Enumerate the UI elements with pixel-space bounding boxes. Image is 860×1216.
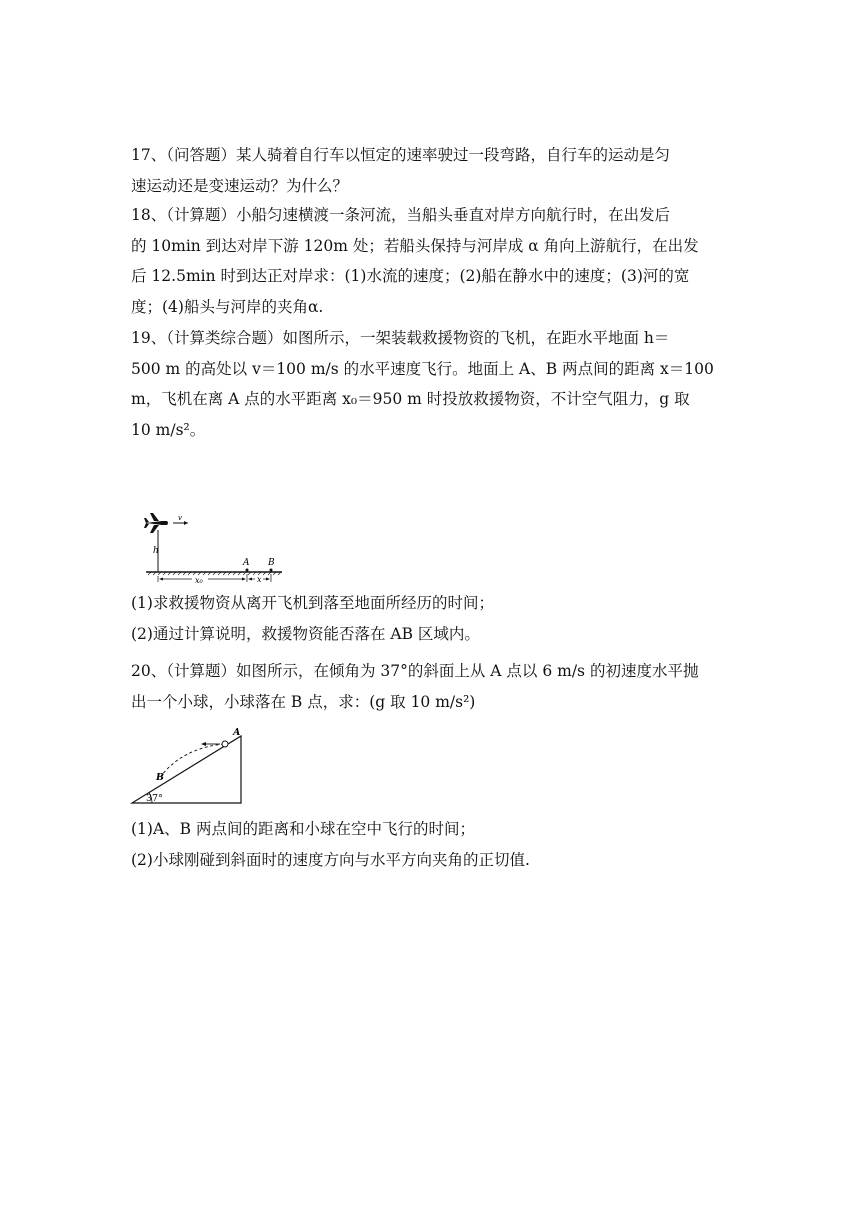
q19-subquestions bbox=[131, 588, 731, 649]
q20-line-1: 20、（计算题）如图所示，在倾角为 37°的斜面上从 A 点以 6 m/s 的初速度水平抛 bbox=[131, 662, 699, 680]
q20-sub-1: (1)A、B 两点间的距离和小球在空中飞行的时间； bbox=[131, 820, 475, 838]
q19-sub-2: (2)通过计算说明，救援物资能否落在 AB 区域内。 bbox=[131, 624, 480, 643]
q20-figure-svg bbox=[128, 724, 248, 806]
q18-line-4: 度；(4)船头与河岸的夹角α. bbox=[131, 297, 324, 316]
ball bbox=[222, 741, 228, 747]
label-b: B bbox=[156, 772, 165, 783]
point-a bbox=[246, 569, 249, 572]
question-17 bbox=[131, 140, 731, 201]
question-19 bbox=[131, 323, 731, 445]
label-h: h bbox=[153, 546, 159, 556]
label-a: A bbox=[233, 727, 241, 738]
label-a: A bbox=[243, 558, 250, 568]
q18-line-3: 后 12.5min 时到达正对岸求：(1)水流的速度；(2)船在静水中的速度；(3)河的宽 bbox=[131, 267, 690, 285]
q19-sub-1: (1)求救援物资从离开飞机到落至地面所经历的时间； bbox=[131, 594, 494, 612]
label-x: x bbox=[257, 575, 262, 584]
label-angle: 37° bbox=[146, 793, 163, 804]
initial-velocity-arrowhead bbox=[201, 742, 206, 746]
trajectory-dashed bbox=[161, 744, 224, 776]
q19-line-3: m，飞机在离 A 点的水平距离 x₀＝950 m 时投放救援物资，不计空气阻力，g 取 bbox=[131, 390, 690, 408]
question-18 bbox=[131, 200, 731, 322]
q19-line-4: 10 m/s²。 bbox=[131, 420, 206, 439]
label-v: v bbox=[178, 514, 182, 522]
question-20 bbox=[131, 656, 731, 717]
airplane-icon bbox=[144, 513, 168, 533]
q19-line-1: 19、（计算类综合题）如图所示，一架装载救援物资的飞机，在距水平地面 h＝ bbox=[131, 329, 670, 347]
q19-figure-svg bbox=[140, 508, 290, 588]
q19-line-2: 500 m 的高处以 v＝100 m/s 的水平速度飞行。地面上 A、B 两点间的距离 x＝100 bbox=[131, 359, 714, 378]
q17-line-1: 17、（问答题）某人骑着自行车以恒定的速率驶过一段弯路，自行车的运动是匀 bbox=[131, 146, 670, 164]
q20-line-2: 出一个小球，小球落在 B 点，求：(g 取 10 m/s²) bbox=[131, 692, 476, 711]
q17-line-2: 速运动还是变速运动？为什么？ bbox=[131, 176, 349, 195]
q19-figure bbox=[140, 508, 290, 588]
q18-line-1: 18、（计算题）小船匀速横渡一条河流，当船头垂直对岸方向航行时，在出发后 bbox=[131, 206, 670, 224]
label-x0: x₀ bbox=[195, 576, 203, 585]
q18-line-2: 的 10min 到达对岸下游 120m 处；若船头保持与河岸成 α 角向上游航行，在出发 bbox=[131, 236, 699, 255]
q20-sub-2: (2)小球刚碰到斜面时的速度方向与水平方向夹角的正切值. bbox=[131, 850, 530, 869]
label-b: B bbox=[268, 558, 275, 568]
point-b bbox=[270, 569, 273, 572]
q20-subquestions bbox=[131, 814, 731, 875]
velocity-arrowhead bbox=[184, 521, 188, 525]
q20-figure bbox=[128, 724, 248, 806]
